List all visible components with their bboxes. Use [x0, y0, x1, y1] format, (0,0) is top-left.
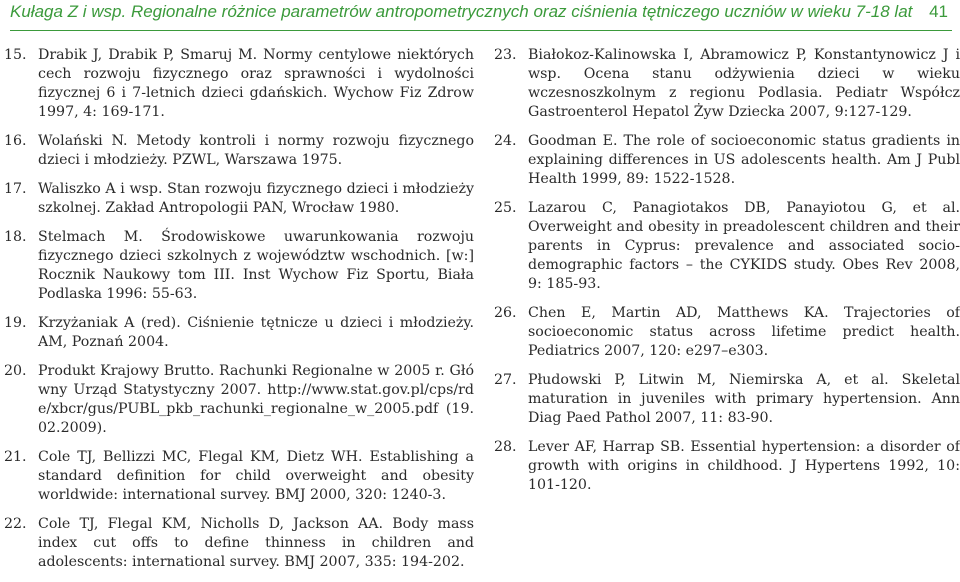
reference-number: 22.	[4, 516, 27, 532]
reference-item	[494, 132, 960, 189]
reference-item	[494, 304, 960, 361]
reference-number: 17.	[4, 181, 27, 197]
reference-number: 24.	[494, 133, 517, 149]
reference-text: Cole TJ, Flegal KM, Nicholls D, Jackson AA. Body mass index cut offs to define thinness in children and adolescents: international survey. BMJ 2007, 335: 194-202.	[38, 516, 474, 570]
reference-item	[494, 438, 960, 495]
reference-number: 28.	[494, 439, 517, 455]
reference-item	[4, 448, 474, 505]
reference-item	[4, 515, 474, 572]
reference-number: 23.	[494, 47, 517, 63]
reference-text: Krzyżaniak A (red). Ciśnienie tętnicze u dzieci i młodzieży. AM, Poznań 2004.	[38, 315, 474, 350]
reference-number: 21.	[4, 449, 27, 465]
reference-item	[4, 180, 474, 218]
running-title: Kułaga Z i wsp. Regionalne różnice parametrów antropometrycznych oraz ciśnienia tętniczego uczniów w wieku 7-18 lat	[10, 2, 913, 21]
reference-text: Lever AF, Harrap SB. Essential hypertension: a disorder of growth with origins in childhood. J Hypertens 1992, 10: 101-120.	[528, 439, 960, 493]
reference-text: Lazarou C, Panagiotakos DB, Panayiotou G, et al. Overweight and obesity in preadolescent children and their parents in Cyprus: prevalence and associated socio-demographic factors – the CYKIDS study. Obes Rev 2008, 9: 185-93.	[528, 200, 960, 292]
reference-text: Stelmach M. Środowiskowe uwarunkowania rozwoju fizycznego dzieci szkolnych z województw wschodnich. [w:] Rocznik Naukowy tom III. Inst Wychow Fiz Sportu, Biała Podlaska 1996: 55-63.	[38, 229, 474, 302]
reference-text: Produkt Krajowy Brutto. Rachunki Regionalne w 2005 r. Główny Urząd Statystyczny 2007. http://www.stat.gov.pl/cps/rde/xbcr/gus/PUBL_pkb_rachunki_regionalne_w_2005.pdf (19.02.2009).	[38, 363, 474, 436]
reference-item	[4, 228, 474, 304]
left-column-references	[4, 46, 474, 582]
reference-text: Wolański N. Metody kontroli i normy rozwoju fizycznego dzieci i młodzieży. PZWL, Warszawa 1975.	[38, 133, 474, 168]
reference-item	[494, 371, 960, 428]
reference-item	[4, 132, 474, 170]
page-number: 41	[929, 2, 948, 21]
reference-text: Płudowski P, Litwin M, Niemirska A, et al. Skeletal maturation in juveniles with primary hypertension. Ann Diag Paed Pathol 2007, 11: 83-90.	[528, 372, 960, 426]
reference-item	[4, 46, 474, 122]
reference-text: Goodman E. The role of socioeconomic status gradients in explaining differences in US adolescents health. Am J Publ Health 1999, 89: 1522-1528.	[528, 133, 960, 187]
reference-number: 25.	[494, 200, 517, 216]
reference-item	[494, 199, 960, 294]
reference-text: Chen E, Martin AD, Matthews KA. Trajectories of socioeconomic status across lifetime predict health. Pediatrics 2007, 120: e297–e303.	[528, 305, 960, 359]
reference-number: 26.	[494, 305, 517, 321]
reference-number: 19.	[4, 315, 27, 331]
reference-item	[494, 46, 960, 122]
right-column-references	[494, 46, 960, 505]
reference-text: Waliszko A i wsp. Stan rozwoju fizycznego dzieci i młodzieży szkolnej. Zakład Antropologii PAN, Wrocław 1980.	[38, 181, 474, 216]
reference-item	[4, 362, 474, 438]
reference-number: 18.	[4, 229, 27, 245]
header-rule	[10, 30, 952, 31]
running-header	[0, 0, 960, 30]
reference-text: Drabik J, Drabik P, Smaruj M. Normy centylowe niektórych cech rozwoju fizycznego oraz sprawności i wydolności fizycznej 6 i 7-letnich dzieci gdańskich. Wychow Fiz Zdrow 1997, 4: 169-171.	[38, 47, 474, 120]
reference-number: 20.	[4, 363, 27, 379]
reference-item	[4, 314, 474, 352]
reference-number: 27.	[494, 372, 517, 388]
reference-number: 16.	[4, 133, 27, 149]
reference-text: Białokoz-Kalinowska I, Abramowicz P, Konstantynowicz J i wsp. Ocena stanu odżywienia dzieci w wieku wczesnoszkolnym z regionu Podlasia. Pediatr Współcz Gastroenterol Hepatol Żyw Dziecka 2007, 9:127-129.	[528, 47, 960, 120]
reference-number: 15.	[4, 47, 27, 63]
reference-text: Cole TJ, Bellizzi MC, Flegal KM, Dietz WH. Establishing a standard definition for child overweight and obesity worldwide: international survey. BMJ 2000, 320: 1240-3.	[38, 449, 474, 503]
